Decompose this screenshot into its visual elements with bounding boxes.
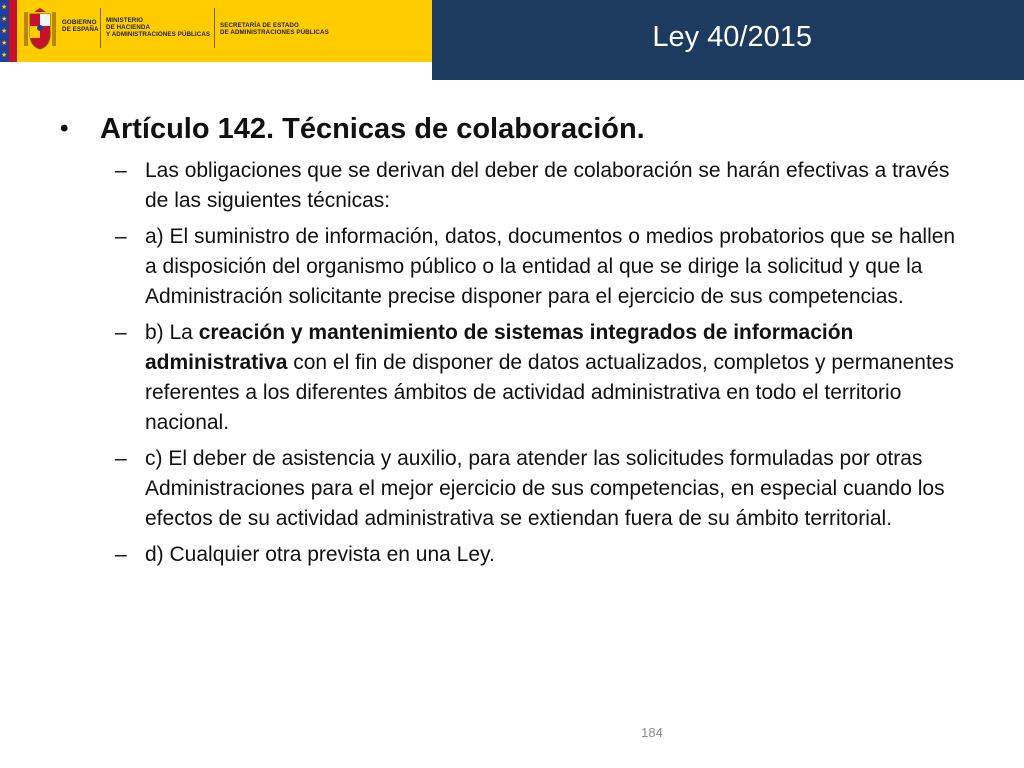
gobierno-text	[62, 19, 99, 33]
slide-header	[0, 0, 1024, 80]
article-heading	[60, 110, 970, 148]
dash-icon: –	[115, 159, 127, 182]
list-item	[60, 222, 970, 312]
item-text: c) El deber de asistencia y auxilio, para atender las solicitudes formuladas por otras Administraciones para el mejor ejercicio de sus competencias, en especial cuando los efectos de su actividad administrativa se extiendan fuera de su ámbito territorial.	[145, 447, 945, 530]
item-text: Las obligaciones que se derivan del deber de colaboración se harán efectivas a través de las siguientes técnicas:	[145, 159, 950, 212]
secretary-line2: DE ADMINISTRACIONES PÚBLICAS	[220, 29, 329, 36]
item-text: a) El suministro de información, datos, documentos o medios probatorios que se hallen a disposición del organismo público o la entidad al que se dirige la solicitud y que la Administración solicitante precise disponer para el ejercicio de sus competencias.	[145, 225, 956, 308]
eu-flag-icon: ★ ★ ★ ★ ★	[0, 0, 9, 62]
item-list	[60, 156, 970, 570]
spain-flag-band	[9, 0, 17, 62]
slide-title: Ley 40/2015	[652, 21, 812, 53]
list-item	[60, 156, 970, 216]
secretary-text	[220, 22, 329, 36]
gov-line2: DE ESPAÑA	[62, 26, 99, 33]
page-number: 184	[641, 725, 663, 740]
list-item	[60, 444, 970, 534]
dash-icon: –	[115, 225, 127, 248]
coat-of-arms-icon	[22, 6, 58, 52]
ministry-line1: MINISTERIO	[106, 17, 144, 24]
bullet-icon: •	[60, 115, 69, 142]
secretary-line1: SECRETARÍA DE ESTADO	[220, 22, 299, 29]
item-text: b) La	[145, 321, 199, 344]
dash-icon: –	[115, 447, 127, 470]
logo-divider	[100, 8, 101, 48]
dash-icon: –	[115, 321, 127, 344]
title-box	[432, 0, 1024, 80]
list-item	[60, 318, 970, 438]
ministry-text	[106, 17, 210, 38]
government-logo-strip	[0, 0, 432, 62]
dash-icon: –	[115, 543, 127, 566]
item-bold-text: creación y mantenimiento de sistemas integrados de información administrativa	[145, 321, 854, 374]
list-item	[60, 540, 970, 570]
item-text: d) Cualquier otra prevista en una Ley.	[145, 543, 495, 566]
logo-divider	[214, 8, 215, 48]
ministry-line3: Y ADMINISTRACIONES PÚBLICAS	[106, 31, 211, 38]
item-text-after: con el fin de disponer de datos actualizados, completos y permanentes referentes a los diferentes ámbitos de actividad administrativa en todo el territorio nacional.	[145, 351, 954, 434]
slide-content	[60, 110, 970, 576]
gov-line1: GOBIERNO	[62, 19, 97, 26]
article-heading-text: Artículo 142. Técnicas de colaboración.	[100, 113, 645, 145]
ministry-line2: DE HACIENDA	[106, 24, 151, 31]
